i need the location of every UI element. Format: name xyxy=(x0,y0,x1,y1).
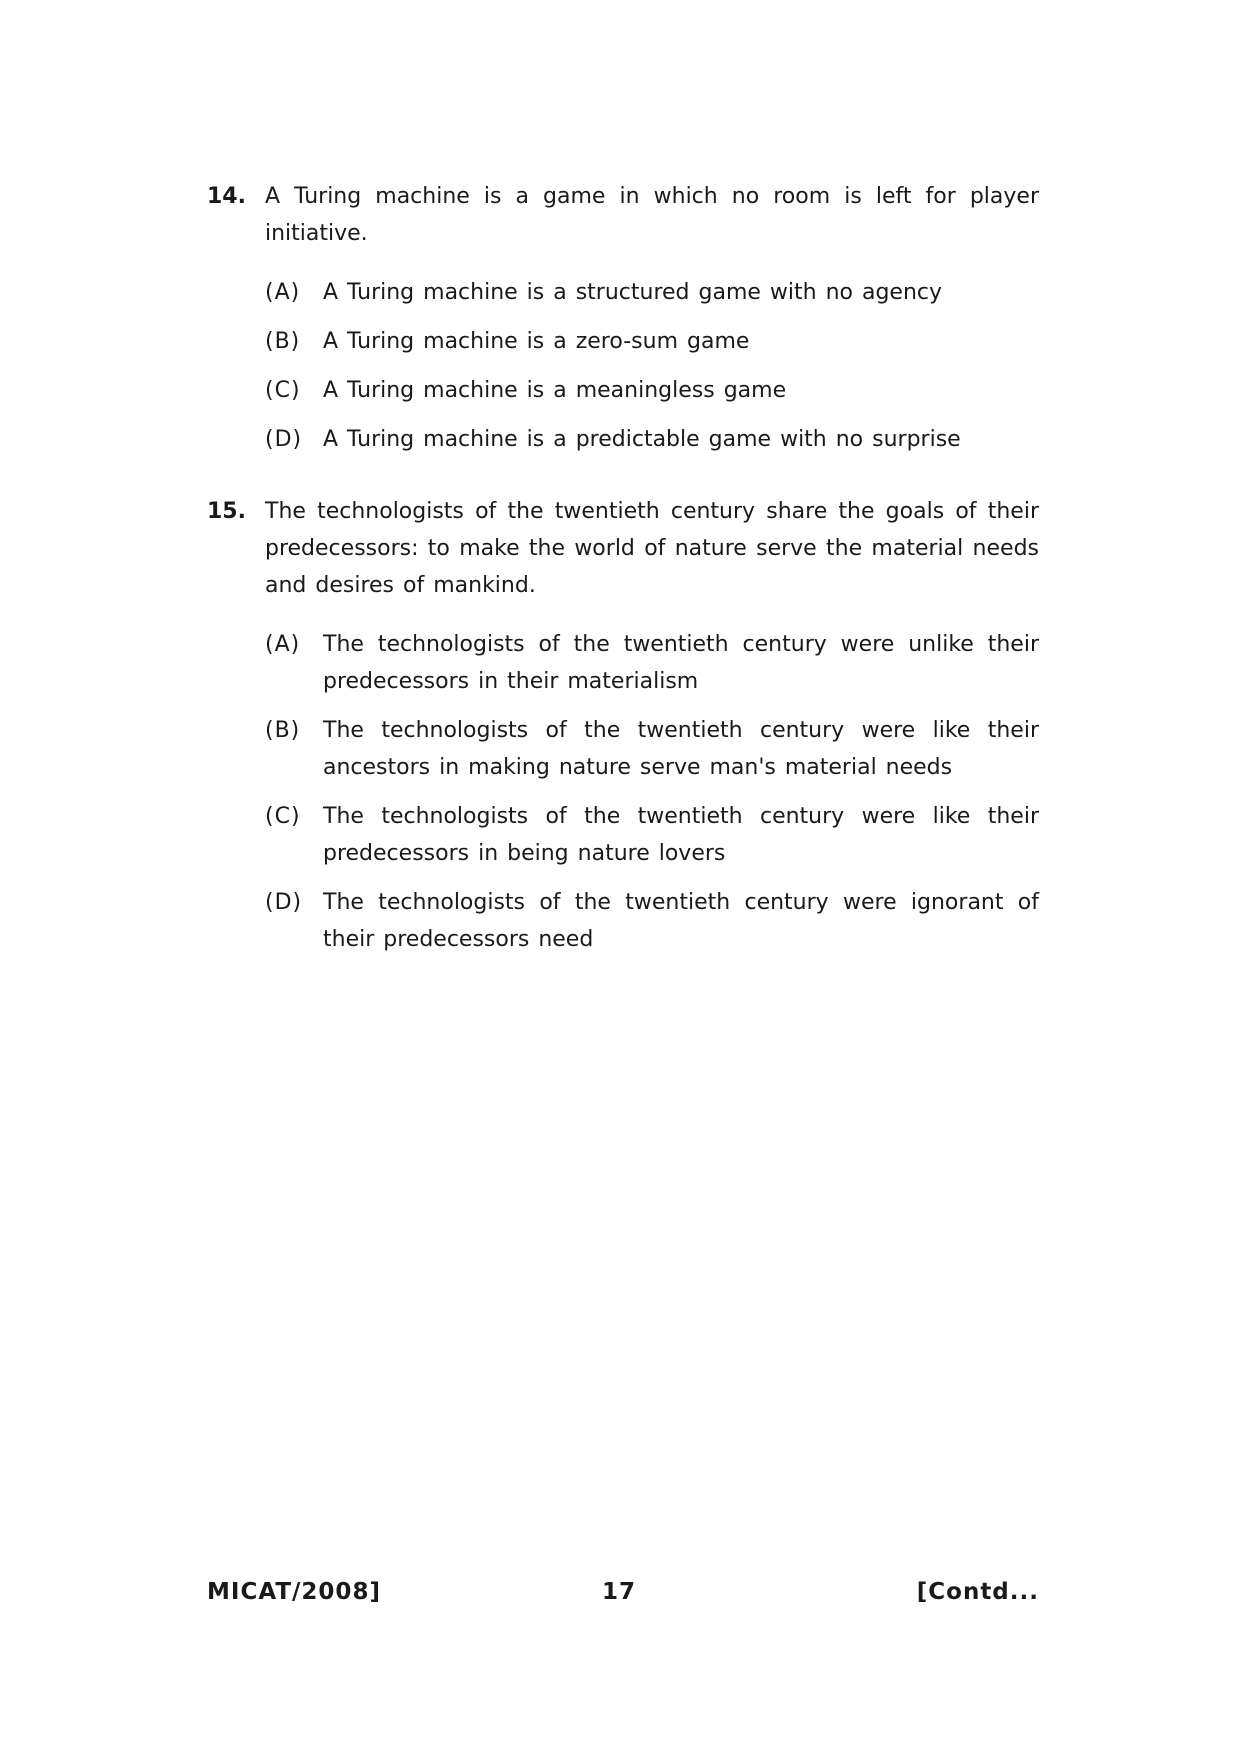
option-d xyxy=(265,421,1039,458)
option-text: The technologists of the twentieth century were unlike their predecessors in their materialism xyxy=(323,632,1039,694)
option-text: The technologists of the twentieth century were like their predecessors in being nature lovers xyxy=(323,804,1039,866)
option-text: The technologists of the twentieth century were ignorant of their predecessors need xyxy=(323,890,1039,952)
option-label: (D) xyxy=(265,890,303,915)
option-text: A Turing machine is a meaningless game xyxy=(323,378,787,403)
option-label: (D) xyxy=(265,427,303,452)
option-label: (A) xyxy=(265,280,301,305)
question-text: A Turing machine is a game in which no room is left for player initiative. xyxy=(265,184,1039,246)
option-b xyxy=(265,323,1039,360)
option-label: (A) xyxy=(265,632,301,657)
continued-marker: [Contd... xyxy=(916,1579,1039,1605)
option-text: A Turing machine is a predictable game with no surprise xyxy=(323,427,961,452)
option-label: (B) xyxy=(265,718,301,743)
option-label: (C) xyxy=(265,378,301,403)
option-c xyxy=(265,372,1039,409)
question-15 xyxy=(207,493,1039,970)
option-text: A Turing machine is a structured game with no agency xyxy=(323,280,943,305)
options-list xyxy=(265,626,1039,958)
question-number: 15. xyxy=(207,499,246,524)
option-d xyxy=(265,884,1039,958)
options-list xyxy=(265,274,1039,458)
option-label: (B) xyxy=(265,329,301,354)
question-14 xyxy=(207,178,1039,470)
option-b xyxy=(265,712,1039,786)
option-a xyxy=(265,626,1039,700)
question-text: The technologists of the twentieth century share the goals of their predecessors: to make the world of nature serve the material needs and desires of mankind. xyxy=(265,499,1039,598)
question-number: 14. xyxy=(207,184,246,209)
option-c xyxy=(265,798,1039,872)
exam-code: MICAT/2008] xyxy=(207,1579,381,1605)
option-a xyxy=(265,274,1039,311)
page-number: 17 xyxy=(602,1579,637,1605)
option-text: The technologists of the twentieth century were like their ancestors in making nature serve man's material needs xyxy=(323,718,1039,780)
option-label: (C) xyxy=(265,804,301,829)
option-text: A Turing machine is a zero-sum game xyxy=(323,329,750,354)
page-footer xyxy=(207,1572,1039,1612)
